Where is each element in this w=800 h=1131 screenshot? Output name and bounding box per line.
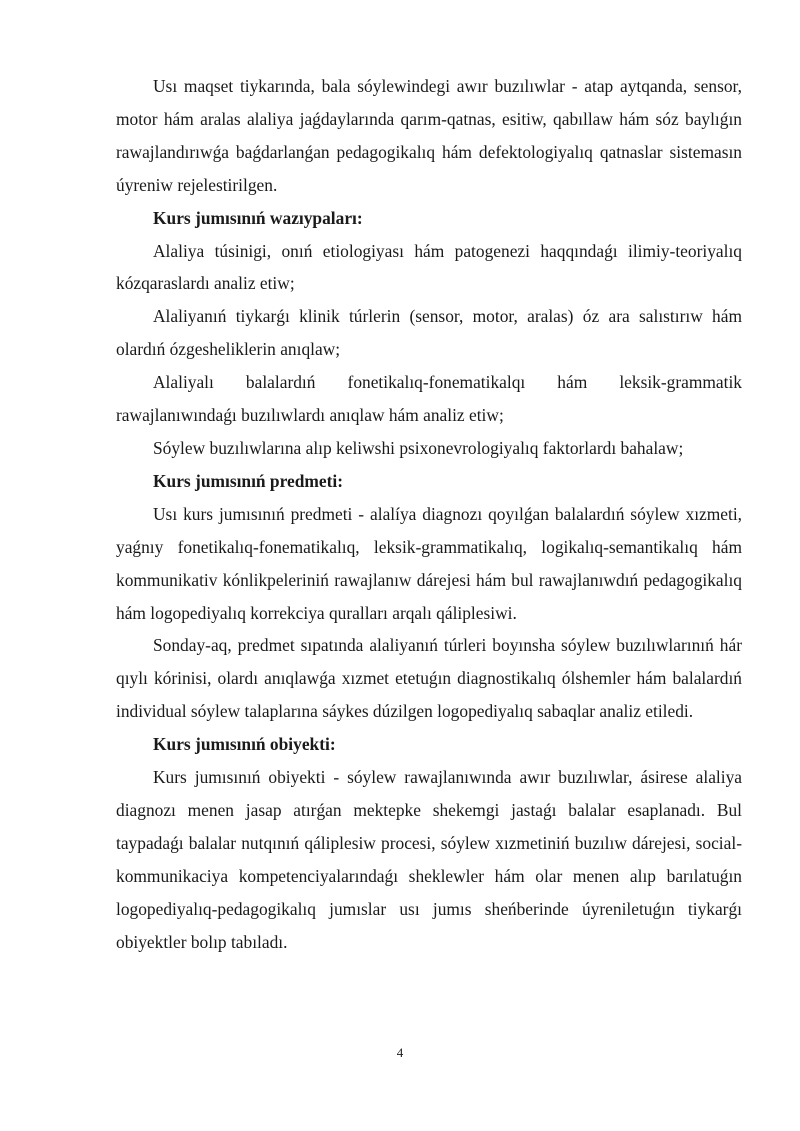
task-item: Alaliya túsinigi, onıń etiologiyası hám patogenezi haqqındaǵı ilimiy-teoriyalıq kózqaraslardı analiz etiw; (116, 240, 742, 294)
subject-paragraph: Sonday-aq, predmet sıpatında alaliyanıń túrleri boyınsha sóylew buzılıwlarınıń hár qıylı kórinisi, olardı anıqlawǵa xızmet etetuǵın diagnostikalıq ólshemler hám balalardıń individual sóylew talaplarına sáykes dúzilgen logopediyalıq sabaqlar analiz etiledi. (116, 635, 742, 722)
intro-paragraph: Usı maqset tiykarında, bala sóylewindegi awır buzılıwlar - atap aytqanda, sensor, motor hám aralas alaliya jaǵdaylarında qarım-qatnas, esitiw, qabıllaw hám sóz baylıǵın rawajlandırıwǵa baǵdarlanǵan pedagogikalıq hám defektologiyalıq qatnaslar sistemasın úyreniw rejelestirilgen. (116, 76, 742, 195)
subject-heading: Kurs jumısınıń predmeti: (153, 470, 344, 491)
task-item: Alaliyalı balalardıń fonetikalıq-fonematikalqı hám leksik-grammatik rawajlanıwındaǵı buzılıwlardı anıqlaw hám analiz etiw; (116, 372, 742, 426)
tasks-heading: Kurs jumısınıń wazıypaları: (153, 207, 363, 228)
page-number: 4 (396, 1045, 404, 1060)
document-page (116, 70, 742, 958)
subject-paragraph: Usı kurs jumısınıń predmeti - alalíya diagnozı qoyılǵan balalardıń sóylew xızmeti, yaǵnıy fonetikalıq-fonematikalıq, leksik-grammatikalıq, logikalıq-semantikalıq hám kommunikativ kónlikpeleriniń rawajlanıw dárejesi hám bul rawajlanıwdıń pedagogikalıq hám logopediyalıq korrekciya quralları arqalı qáliplesiwi. (116, 503, 742, 623)
task-item: Sóylew buzılıwlarına alıp keliwshi psixonevrologiyalıq faktorlardı bahalaw; (153, 437, 684, 458)
object-paragraph: Kurs jumısınıń obiyekti - sóylew rawajlanıwında awır buzılıwlar, ásirese alaliya diagnozı menen jasap atırǵan mektepke shekemgi jastaǵı balalar esaplanadı. Bul taypadaǵı balalar nutqınıń qáliplesiw procesi, sóylew xızmetiniń buzılıw dárejesi, social-kommunikaciya kompetenciyalarındaǵı sheklewler hám olar menen alıp barılatuǵın logopediyalıq-pedagogikalıq jumıslar usı jumıs sheńberinde úyreniletuǵın tiykarǵı obiyektler bolıp tabıladı. (116, 767, 742, 952)
object-heading: Kurs jumısınıń obiyekti: (153, 734, 336, 755)
task-item: Alaliyanıń tiykarǵı klinik túrlerin (sensor, motor, aralas) óz ara salıstırıw hám olardıń ózgesheliklerin anıqlaw; (116, 306, 742, 360)
